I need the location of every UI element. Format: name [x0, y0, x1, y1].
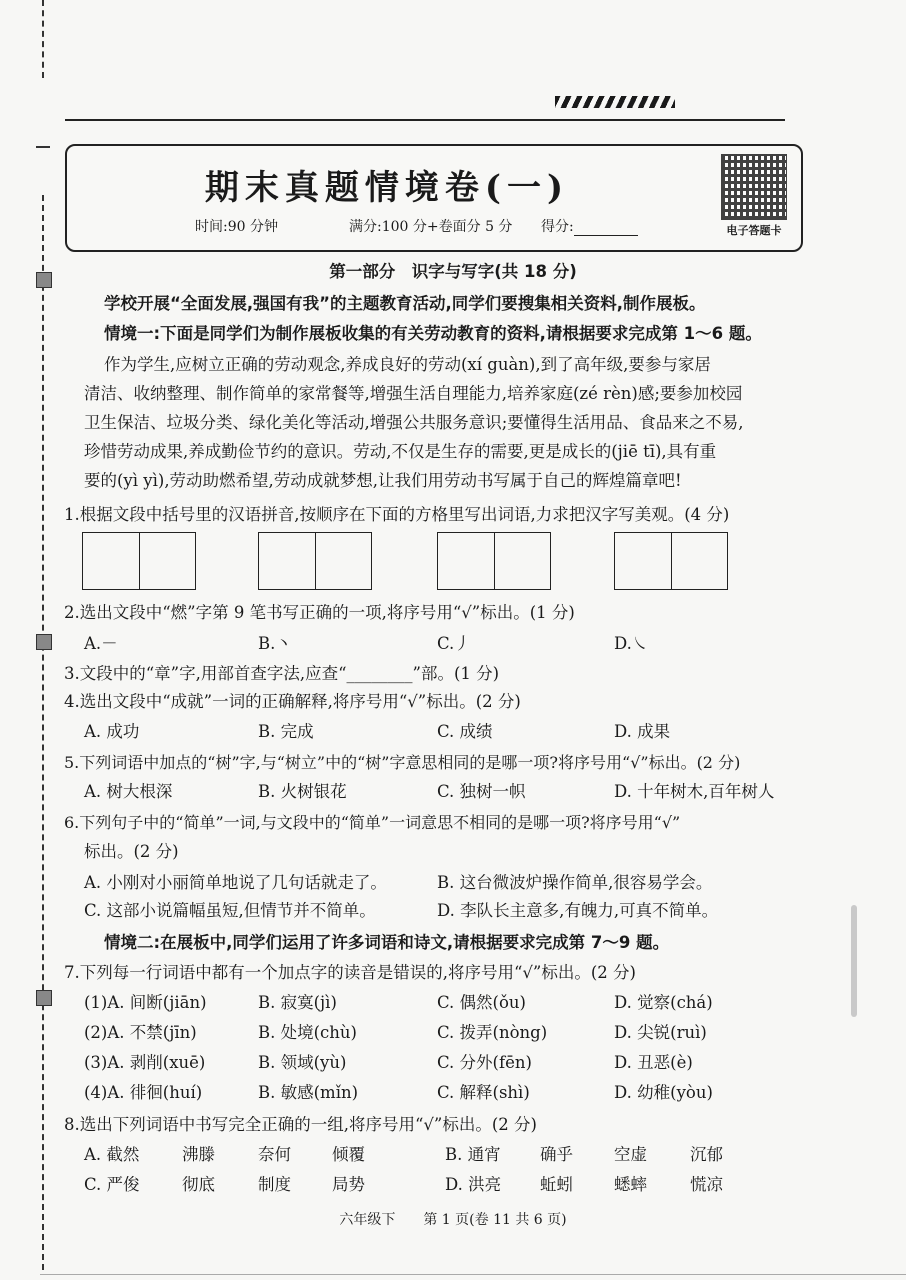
q7-row4-c[interactable]: C. 解释(shì) — [437, 1083, 530, 1102]
q8-option-a[interactable]: A. 截然 — [84, 1145, 140, 1164]
q5-option-d[interactable]: D. 十年树木,百年树人 — [614, 782, 775, 801]
decorative-stripes — [555, 96, 675, 108]
writing-grid[interactable] — [82, 532, 196, 590]
q8-word: 局势 — [332, 1175, 365, 1194]
passage-line: 卫生保洁、垃圾分类、绿化美化等活动,增强公共服务意识;要懂得生活用品、食品来之不易, — [84, 413, 744, 432]
qr-code-icon[interactable] — [721, 154, 787, 220]
page-edge — [40, 1274, 906, 1275]
q7-row4-b[interactable]: B. 敏感(mǐn) — [258, 1083, 359, 1102]
binding-tick — [36, 146, 50, 148]
q8-option-b[interactable]: B. 通宵 — [445, 1145, 501, 1164]
question-2: 2.选出文段中“燃”字第 9 笔书写正确的一项,将序号用“√”标出。(1 分) — [64, 603, 575, 622]
q8-word: 蟋蟀 — [614, 1175, 647, 1194]
question-6: 6.下列句子中的“简单”一词,与文段中的“简单”一词意思不相同的是哪一项?将序号用“√” — [64, 813, 681, 832]
q8-word: 倾覆 — [332, 1145, 365, 1164]
q4-option-d[interactable]: D. 成果 — [614, 722, 671, 741]
passage-line: 清洁、收纳整理、制作简单的家常餐等,增强生活自理能力,培养家庭(zé rèn)感;要参加校园 — [84, 384, 743, 403]
margin-mark — [36, 634, 52, 650]
q7-row4-a[interactable]: (4)A. 徘徊(huí) — [84, 1083, 203, 1102]
q7-row3-a[interactable]: (3)A. 剥削(xuē) — [84, 1053, 206, 1072]
scrollbar[interactable] — [851, 905, 857, 1017]
q7-row2-c[interactable]: C. 拨弄(nòng) — [437, 1023, 548, 1042]
passage-line: 珍惜劳动成果,养成勤俭节约的意识。劳动,不仅是生存的需要,更是成长的(jiē tī),具有重 — [84, 442, 717, 461]
q8-word: 彻底 — [182, 1175, 215, 1194]
writing-grid[interactable] — [614, 532, 728, 590]
q7-row2-a[interactable]: (2)A. 不禁(jīn) — [84, 1023, 197, 1042]
question-6-cont: 标出。(2 分) — [84, 842, 179, 861]
q8-word: 慌凉 — [690, 1175, 723, 1194]
q2-option-a[interactable]: A.－ — [84, 634, 118, 653]
q6-option-d[interactable]: D. 李队长主意多,有魄力,可真不简单。 — [437, 901, 719, 920]
question-1: 1.根据文段中括号里的汉语拼音,按顺序在下面的方格里写出词语,力求把汉字写美观。(4 分) — [64, 505, 730, 524]
q7-row1-d[interactable]: D. 觉察(chá) — [614, 993, 713, 1012]
q7-row3-b[interactable]: B. 领域(yù) — [258, 1053, 347, 1072]
q7-row3-d[interactable]: D. 丑恶(è) — [614, 1053, 693, 1072]
section-intro: 学校开展“全面发展,强国有我”的主题教育活动,同学们要搜集相关资料,制作展板。 — [104, 294, 706, 313]
writing-grid[interactable] — [437, 532, 551, 590]
exam-score-total: 满分:100 分+卷面分 5 分 — [349, 219, 513, 235]
question-4: 4.选出文段中“成就”一词的正确解释,将序号用“√”标出。(2 分) — [64, 692, 521, 711]
scene-two: 情境二:在展板中,同学们运用了许多词语和诗文,请根据要求完成第 7～9 题。 — [104, 933, 670, 952]
q8-option-d[interactable]: D. 洪亮 — [445, 1175, 502, 1194]
writing-grid[interactable] — [258, 532, 372, 590]
q8-word: 蚯蚓 — [540, 1175, 573, 1194]
q8-option-c[interactable]: C. 严俊 — [84, 1175, 140, 1194]
q2-option-b[interactable]: B.丶 — [258, 634, 292, 653]
q5-option-a[interactable]: A. 树大根深 — [84, 782, 173, 801]
exam-header — [65, 144, 803, 252]
question-8: 8.选出下列词语中书写完全正确的一组,将序号用“√”标出。(2 分) — [64, 1115, 537, 1134]
q7-row2-d[interactable]: D. 尖锐(ruì) — [614, 1023, 707, 1042]
scene-one: 情境一:下面是同学们为制作展板收集的有关劳动教育的资料,请根据要求完成第 1～6 题。 — [104, 324, 762, 343]
binding-dashed-line — [42, 195, 44, 1270]
q5-option-c[interactable]: C. 独树一帜 — [437, 782, 526, 801]
passage-line: 要的(yì yì),劳动助燃希望,劳动成就梦想,让我们用劳动书写属于自己的辉煌篇章吧! — [84, 471, 682, 490]
q6-option-c[interactable]: C. 这部小说篇幅虽短,但情节并不简单。 — [84, 901, 376, 920]
q6-option-b[interactable]: B. 这台微波炉操作简单,很容易学会。 — [437, 873, 713, 892]
q6-option-a[interactable]: A. 小刚对小丽简单地说了几句话就走了。 — [84, 873, 387, 892]
header-rule — [65, 119, 785, 121]
q8-word: 制度 — [258, 1175, 291, 1194]
q8-word: 奈何 — [258, 1145, 291, 1164]
q7-row4-d[interactable]: D. 幼稚(yòu) — [614, 1083, 713, 1102]
binding-dashed-line — [42, 0, 44, 78]
exam-score-field — [541, 216, 638, 236]
q4-option-b[interactable]: B. 完成 — [258, 722, 314, 741]
q7-row3-c[interactable]: C. 分外(fēn) — [437, 1053, 532, 1072]
q2-option-d[interactable]: D.㇏ — [614, 634, 649, 653]
exam-time: 时间:90 分钟 — [195, 219, 278, 235]
question-3: 3.文段中的“章”字,用部首查字法,应查“________”部。(1 分) — [64, 664, 500, 683]
q7-row2-b[interactable]: B. 处境(chù) — [258, 1023, 357, 1042]
passage-line: 作为学生,应树立正确的劳动观念,养成良好的劳动(xí guàn),到了高年级,要参与家居 — [104, 355, 711, 374]
q4-option-a[interactable]: A. 成功 — [84, 722, 140, 741]
qr-caption: 电子答题卡 — [726, 224, 782, 237]
page-footer: 六年级下 第 1 页(卷 11 共 6 页) — [339, 1212, 567, 1228]
q7-row1-c[interactable]: C. 偶然(ǒu) — [437, 993, 526, 1012]
q4-option-c[interactable]: C. 成绩 — [437, 722, 493, 741]
score-label: 得分: — [541, 219, 574, 235]
score-blank[interactable] — [574, 221, 638, 236]
exam-title: 期末真题情境卷(一) — [204, 168, 570, 208]
q7-row1-b[interactable]: B. 寂寞(jì) — [258, 993, 337, 1012]
q8-word: 确乎 — [540, 1145, 573, 1164]
question-5: 5.下列词语中加点的“树”字,与“树立”中的“树”字意思相同的是哪一项?将序号用“√”标出。(2 分) — [64, 753, 741, 772]
q8-word: 空虚 — [614, 1145, 647, 1164]
margin-mark — [36, 990, 52, 1006]
question-7: 7.下列每一行词语中都有一个加点字的读音是错误的,将序号用“√”标出。(2 分) — [64, 963, 636, 982]
q2-option-c[interactable]: C.丿 — [437, 634, 471, 653]
q8-word: 沸滕 — [182, 1145, 215, 1164]
section-heading: 第一部分 识字与写字(共 18 分) — [329, 262, 577, 281]
q8-word: 沉郁 — [690, 1145, 723, 1164]
q7-row1-a[interactable]: (1)A. 间断(jiān) — [84, 993, 207, 1012]
q5-option-b[interactable]: B. 火树银花 — [258, 782, 347, 801]
